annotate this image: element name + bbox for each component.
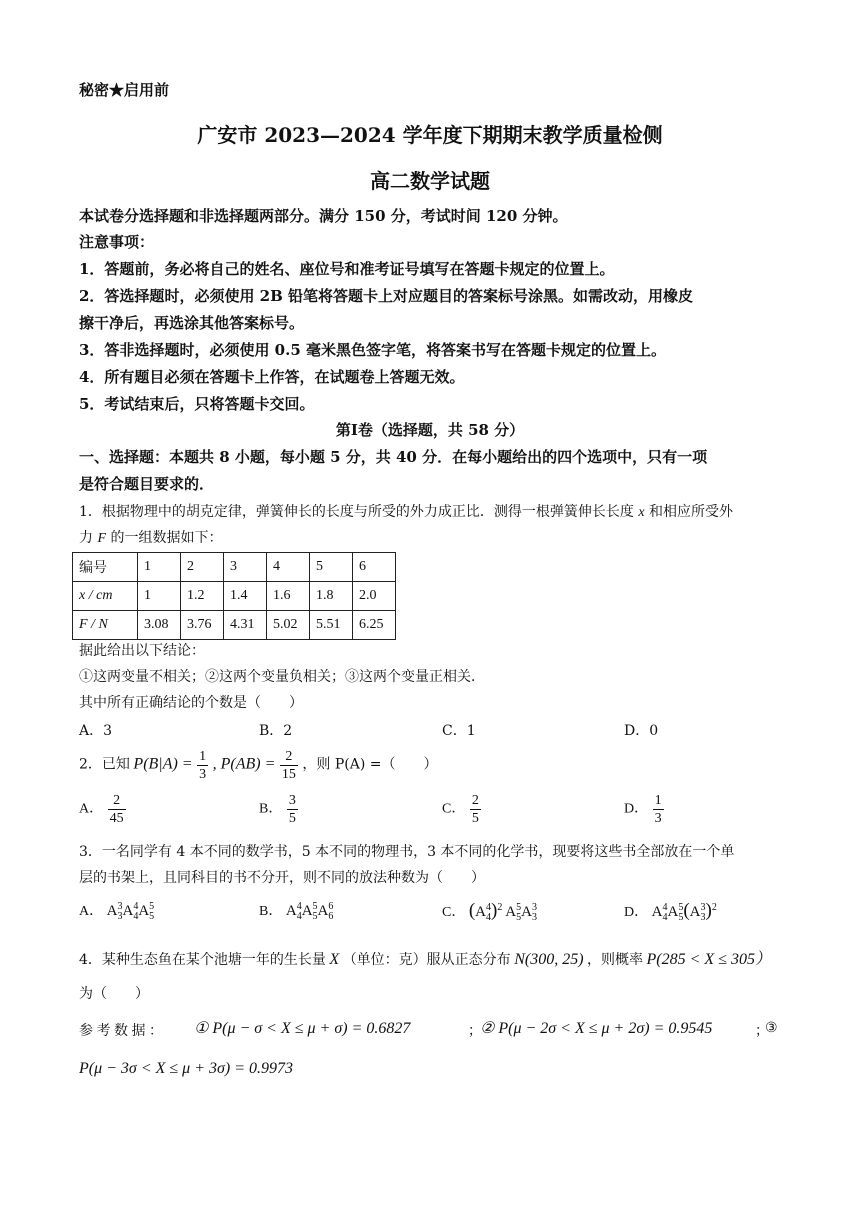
q4-ref-sep-2: ；: [755, 1024, 769, 1039]
q4-ref-2: ② P(μ − 2σ < X ≤ μ + 2σ) = 0.9545: [480, 1020, 713, 1037]
row-label: x / cm: [73, 582, 138, 611]
table-cell: 5: [310, 553, 353, 582]
note-5: 5．考试结束后，只将答题卡交回。: [79, 395, 315, 413]
table-cell: 2.0: [353, 582, 396, 611]
secret-label: 秘密★启用前: [79, 81, 170, 99]
table-cell: 5.02: [267, 611, 310, 640]
table-cell: 6: [353, 553, 396, 582]
q4-ref-3-mark: ③: [765, 1021, 778, 1036]
q2-stem: 2．已知 P(B|A) = $\frac{1}{3}$ , P(AB) = $\frac{2}{15}$ ，则 P(A) =（ ）: [79, 749, 438, 782]
q4-ref-3: P(μ − 3σ < X ≤ μ + 3σ) = 0.9973: [79, 1060, 294, 1077]
q3-option-b: B． $A^4_4A^5_5A^6_6$: [259, 901, 334, 922]
q2-option-b: B． $\frac{3}{5}$: [259, 793, 296, 826]
q3-option-a: A． $A^3_3A^4_4A^5_5$: [79, 901, 155, 922]
q1-data-table: [72, 552, 396, 640]
q1-var-x: x: [638, 505, 645, 520]
table-cell: 1.8: [310, 582, 353, 611]
table-cell: 1.6: [267, 582, 310, 611]
table-cell: 3.08: [138, 611, 181, 640]
q2-fraction-2: $\frac{2}{15}$: [281, 749, 296, 782]
q3-line2: 层的书架上，且同科目的书不分开，则不同的放法种数为（ ）: [79, 870, 485, 886]
exam-subtitle: 高二数学试题: [370, 169, 490, 193]
q1-option-d: D．0: [624, 723, 659, 739]
table-cell: 2: [181, 553, 224, 582]
q1-option-c: C．1: [442, 723, 476, 739]
q1-after-1: 据此给出以下结论：: [79, 643, 205, 659]
table-cell: 4: [267, 553, 310, 582]
q1-after-2: ①这两变量不相关；②这两个变量负相关；③这两个变量正相关．: [79, 669, 485, 685]
intro-line: 本试卷分选择题和非选择题两部分。满分 150 分，考试时间 120 分钟。: [79, 207, 568, 225]
section-instruction-1: 一、选择题：本题共 8 小题，每小题 5 分，共 40 分．在每小题给出的四个选项中，只有一项: [79, 448, 708, 466]
q2-option-c: C． $\frac{2}{5}$: [442, 793, 479, 826]
note-3: 3．答非选择题时，必须使用 0.5 毫米黑色签字笔，将答案书写在答题卡规定的位置上。: [79, 341, 666, 359]
notes-title: 注意事项：: [79, 233, 155, 251]
table-cell: 5.51: [310, 611, 353, 640]
table-cell: 1.2: [181, 582, 224, 611]
table-row: [73, 553, 396, 582]
q3-option-d: D． $A^4_4A^5_5(A^3_3)^2$: [624, 900, 717, 923]
table-cell: 1: [138, 582, 181, 611]
note-2: 2．答选择题时，必须使用 2B 铅笔将答题卡上对应题目的答案标号涂黑。如需改动，用橡皮: [79, 287, 694, 305]
note-1: 1．答题前，务必将自己的姓名、座位号和准考证号填写在答题卡规定的位置上。: [79, 260, 615, 278]
table-cell: 3.76: [181, 611, 224, 640]
table-cell: 1: [138, 553, 181, 582]
q4-ref-label: 参 考 数 据 ：: [79, 1024, 163, 1039]
q2-option-a: A． $\frac{2}{45}$: [79, 793, 124, 826]
q4-line2: 为（ ）: [79, 986, 149, 1002]
q4-ref-1: ① P(μ − σ < X ≤ μ + σ) = 0.6827: [194, 1020, 411, 1037]
table-row: [73, 611, 396, 640]
note-4: 4．所有题目必须在答题卡上作答，在试题卷上答题无效。: [79, 368, 465, 386]
q3-line1: 3．一名同学有 4 本不同的数学书，5 本不同的物理书，3 本不同的化学书，现要将这些书全部放在一个单: [79, 844, 735, 860]
q1-after-3: 其中所有正确结论的个数是（ ）: [79, 695, 303, 711]
q2-fraction-1: $\frac{1}{3}$: [199, 749, 207, 782]
exam-title: 广安市 2023—2024 学年度下期期末教学质量检侧: [197, 123, 663, 147]
q1-line1: 1．根据物理中的胡克定律，弹簧伸长的长度与所受的外力成正比．测得一根弹簧伸长长度 x 和相应所受外: [79, 504, 734, 520]
section-instruction-2: 是符合题目要求的．: [79, 475, 215, 493]
q1-option-b: B．2: [259, 723, 293, 739]
row-label: 编号: [73, 553, 138, 582]
table-cell: 3: [224, 553, 267, 582]
table-cell: 6.25: [353, 611, 396, 640]
q1-var-f: F: [97, 531, 107, 546]
q1-line2: 力 F 的一组数据如下：: [79, 530, 223, 546]
q3-option-c: C． $(A^4_4)^2$ $A^5_5A^3_3$: [442, 900, 537, 923]
row-label: F / N: [73, 611, 138, 640]
table-cell: 1.4: [224, 582, 267, 611]
q2-option-d: D． $\frac{1}{3}$: [624, 793, 662, 826]
note-2-cont: 擦干净后，再选涂其他答案标号。: [79, 314, 305, 332]
q1-option-a: A．3: [79, 723, 113, 739]
q4-line1: 4．某种生态鱼在某个池塘一年的生长量 X （单位：克）服从正态分布 N(300, 25) ，则概率 P(285 < X ≤ 305）: [79, 951, 771, 968]
table-row: [73, 582, 396, 611]
q4-ref-sep-1: ；: [468, 1024, 482, 1039]
part1-heading: 第Ⅰ卷（选择题，共 58 分）: [335, 421, 525, 439]
table-cell: 4.31: [224, 611, 267, 640]
